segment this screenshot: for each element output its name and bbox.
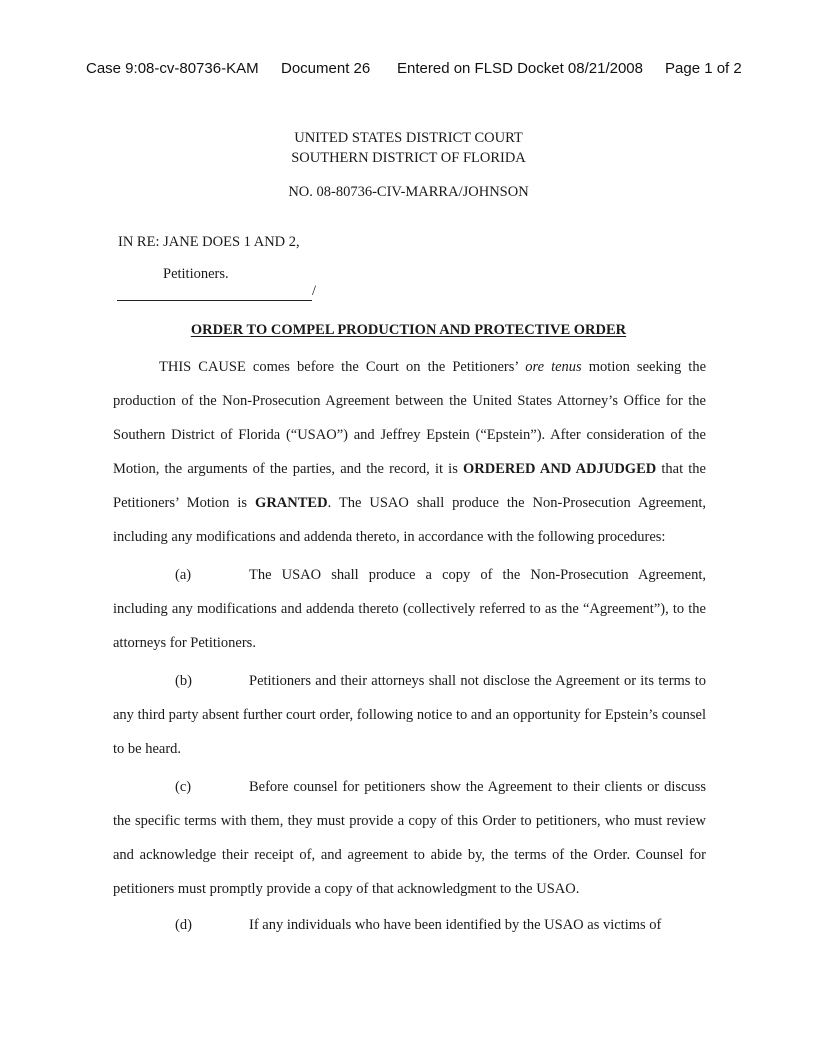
caption-party: Petitioners. xyxy=(163,266,229,282)
paragraph-a-label: (a) xyxy=(175,567,192,583)
paragraph-d-text: If any individuals who have been identified by the USAO as victims of xyxy=(249,917,662,933)
court-district: SOUTHERN DISTRICT OF FLORIDA xyxy=(291,150,526,166)
paragraph-c-label: (c) xyxy=(175,779,192,795)
paragraph-intro xyxy=(113,350,706,554)
header-entered-date: Entered on FLSD Docket 08/21/2008 xyxy=(397,60,643,77)
intro-bold-granted: GRANTED xyxy=(255,495,328,511)
caption-slash: / xyxy=(312,283,317,299)
order-title: ORDER TO COMPEL PRODUCTION AND PROTECTIVE ORDER xyxy=(190,322,627,338)
intro-italic: ore tenus xyxy=(525,359,582,375)
paragraph-b xyxy=(113,664,706,766)
intro-text-3: that the Petitioners’ Motion is xyxy=(113,461,706,511)
intro-text-4: . The USAO shall produce the Non-Prosecution Agreement, including any modifications and addenda thereto, in accordance with the following procedures: xyxy=(113,495,706,545)
intro-bold-ordered: ORDERED AND ADJUDGED xyxy=(463,461,657,477)
header-document-number: Document 26 xyxy=(281,60,371,77)
paragraph-d-label: (d) xyxy=(175,917,192,933)
paragraph-c-text: Before counsel for petitioners show the Agreement to their clients or discuss the specific terms with them, they must provide a copy of this Order to petitioners, who must review and acknowledge their receipt of, and agreement to abide by, the terms of the Order. Counsel for petitioners must promptly provide a copy of that acknowledgment to the USAO. xyxy=(113,779,706,897)
paragraph-b-text: Petitioners and their attorneys shall not disclose the Agreement or its terms to any third party absent further court order, following notice to and an opportunity for Epstein’s counsel to be heard. xyxy=(113,673,706,757)
paragraph-c xyxy=(113,770,706,906)
paragraph-d xyxy=(113,908,706,942)
header-page-number: Page 1 of 2 xyxy=(665,60,742,77)
paragraph-a-text: The USAO shall produce a copy of the Non-Prosecution Agreement, including any modifications and addenda thereto (collectively referred to as the “Agreement”), to the attorneys for Petitioners. xyxy=(113,567,706,651)
header-case-number: Case 9:08-cv-80736-KAM xyxy=(86,60,259,77)
case-number: NO. 08-80736-CIV-MARRA/JOHNSON xyxy=(288,184,529,200)
intro-text-2: motion seeking the production of the Non-Prosecution Agreement between the United States Attorney’s Office for the Southern District of Florida (“USAO”) and Jeffrey Epstein (“Epstein”). After consideration of the Motion, the arguments of the parties, and the record, it is xyxy=(113,359,707,477)
caption-in-re: IN RE: JANE DOES 1 AND 2, xyxy=(118,234,300,250)
docket-header xyxy=(0,60,817,84)
paragraph-b-label: (b) xyxy=(175,673,192,689)
paragraph-a xyxy=(113,558,706,660)
court-name: UNITED STATES DISTRICT COURT xyxy=(294,130,523,146)
intro-text-1: THIS CAUSE comes before the Court on the Petitioners’ xyxy=(159,359,526,375)
caption-divider xyxy=(117,300,312,301)
